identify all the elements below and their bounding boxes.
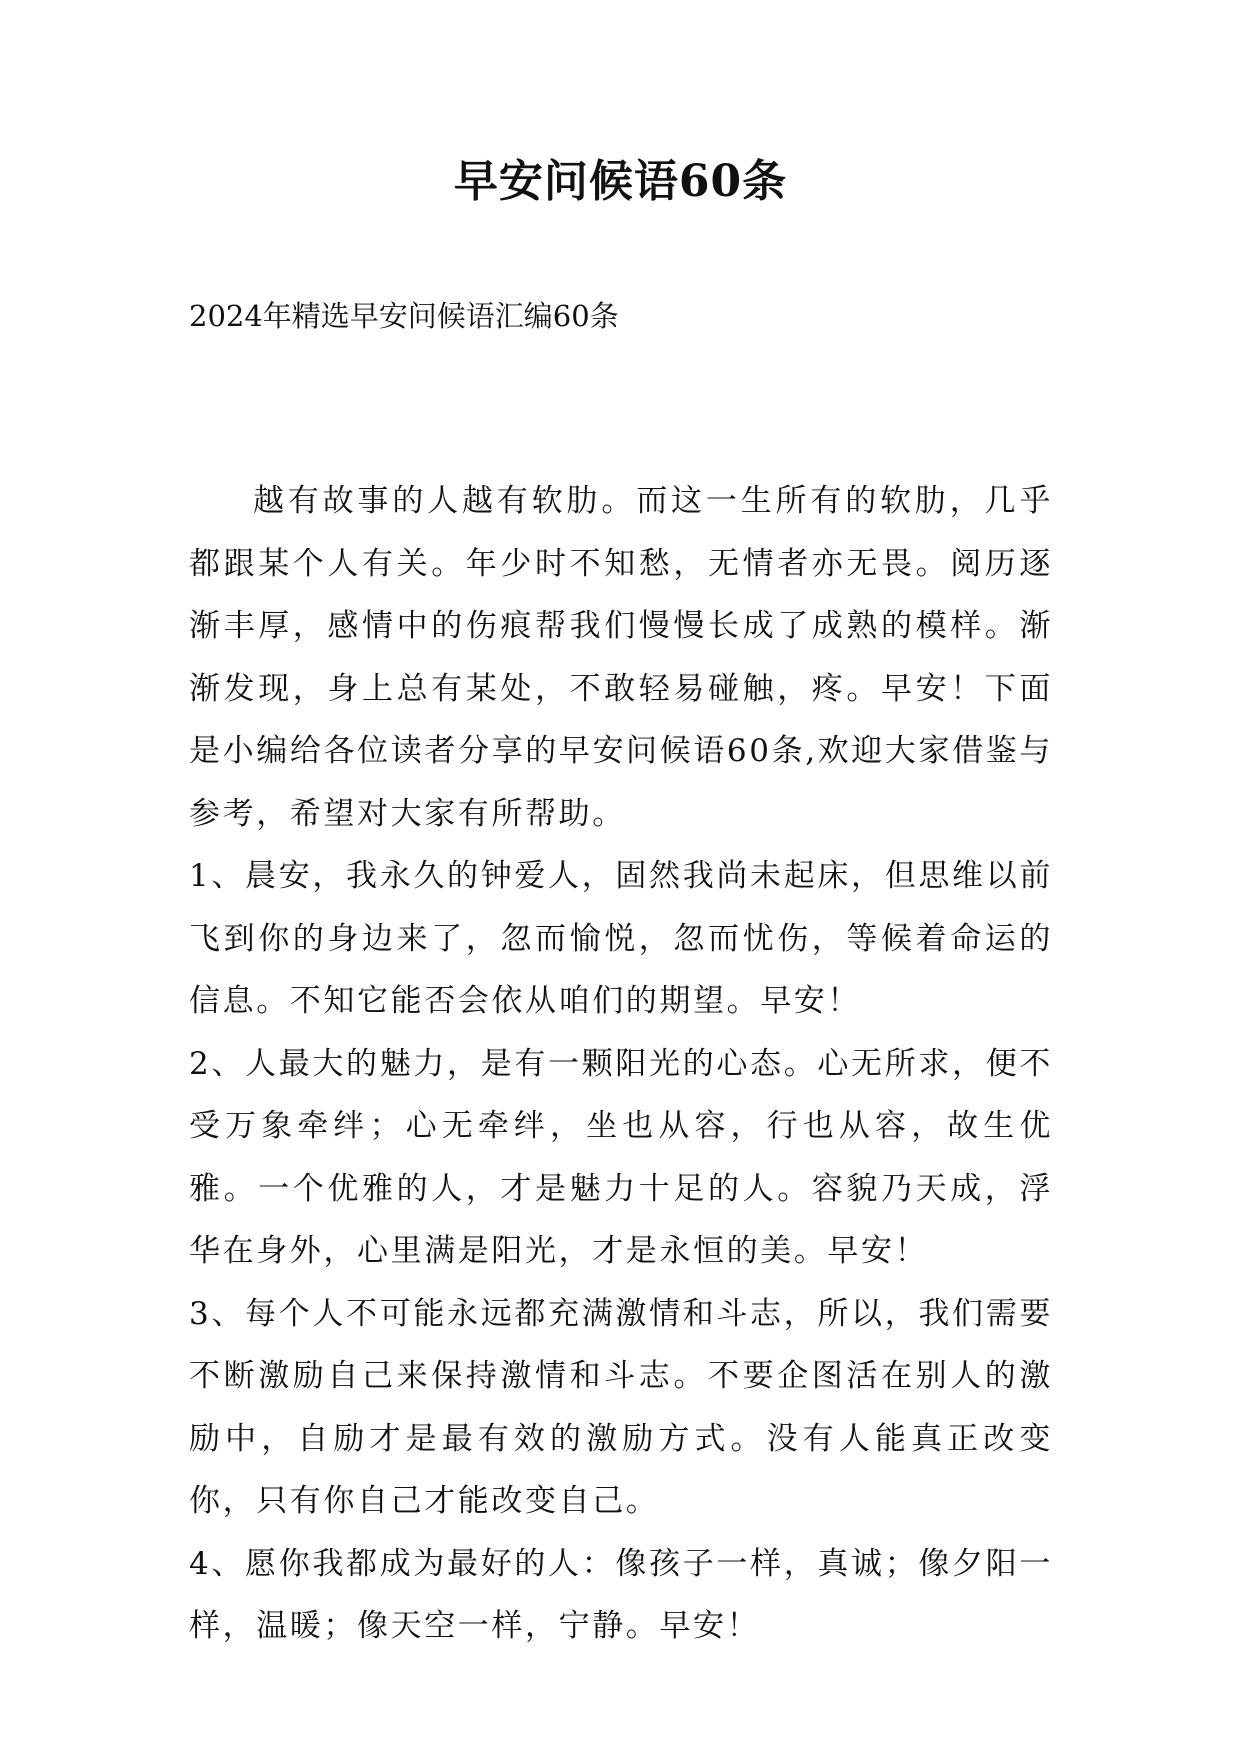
document-title: 早安问候语60条 — [453, 156, 788, 207]
intro-paragraph: 越有故事的人越有软肋。而这一生所有的软肋，几乎都跟某个人有关。年少时不知愁，无情者亦无畏。阅历逐渐丰厚，感情中的伤痕帮我们慢慢长成了成熟的模样。渐渐发现，身上总有某处，不敢轻易碰触，疼。早安！下面是小编给各位读者分享的早安问候语60条,欢迎大家借鉴与参考，希望对大家有所帮助。 — [189, 483, 1053, 832]
greeting-item-1: 1、晨安，我永久的钟爱人，固然我尚未起床，但思维以前飞到你的身边来了，忽而愉悦，忽而忧伤，等候着命运的信息。不知它能否会依从咱们的期望。早安！ — [189, 858, 1053, 1019]
greeting-item-4: 4、愿你我都成为最好的人：像孩子一样，真诚；像夕阳一样，温暖；像天空一样，宁静。早安！ — [189, 1545, 1053, 1644]
greeting-item-2: 2、人最大的魅力，是有一颗阳光的心态。心无所求，便不受万象牵绊；心无牵绊，坐也从容，行也从容，故生优雅。一个优雅的人，才是魅力十足的人。容貌乃天成，浮华在身外，心里满是阳光，才是永恒的美。早安！ — [189, 1045, 1053, 1269]
greeting-item-3: 3、每个人不可能永远都充满激情和斗志，所以，我们需要不断激励自己来保持激情和斗志。不要企图活在别人的激励中，自励才是最有效的激励方式。没有人能真正改变你，只有你自己才能改变自己。 — [189, 1295, 1053, 1519]
document-subtitle: 2024年精选早安问候语汇编60条 — [189, 299, 619, 333]
document-body — [189, 470, 1053, 1658]
